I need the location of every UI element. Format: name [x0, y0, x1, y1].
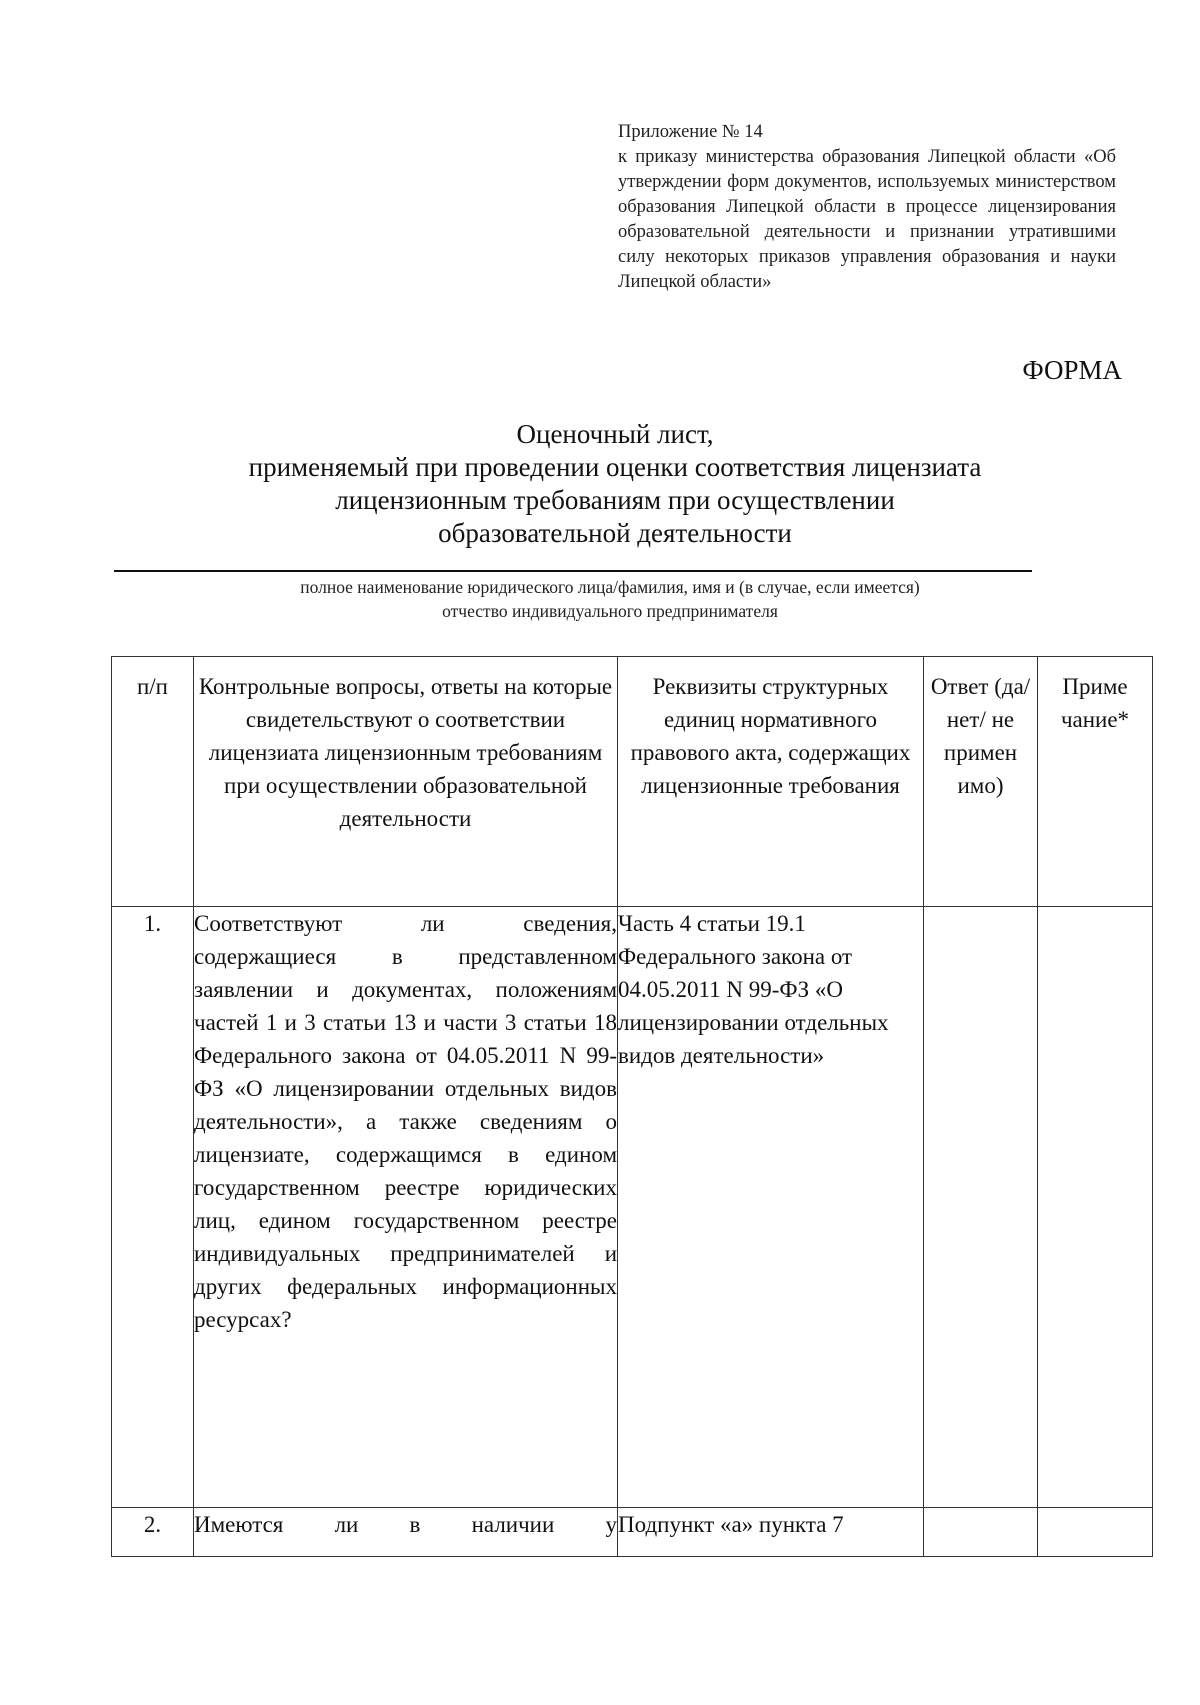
- row-note: [1038, 1508, 1153, 1557]
- question-word: в: [409, 1512, 421, 1537]
- row-answer: [924, 1508, 1038, 1557]
- form-label: ФОРМА: [1022, 355, 1122, 385]
- header-answer: Ответ (да/нет/ не примен имо): [924, 657, 1038, 907]
- row-note: [1038, 907, 1153, 1508]
- row-number: 2.: [112, 1508, 194, 1557]
- name-fill-line: [114, 570, 1032, 572]
- row-question: [194, 1508, 618, 1557]
- title-line-4: образовательной деятельности: [438, 518, 792, 548]
- question-word: наличии: [471, 1512, 555, 1537]
- question-word: у: [605, 1512, 617, 1537]
- header-questions: Контрольные вопросы, ответы на которые свидетельствуют о соответствии лицензиата лицензионным требованиям при осуществлении образовательной деятельности: [194, 657, 618, 907]
- appendix-reference: к приказу министерства образования Липецкой области «Об утверждении форм документов, используемых министерством образования Липецкой области в процессе лицензирования образовательной деятельности и признании утратившими силу некоторых приказов управления образования и науки Липецкой области»: [618, 147, 1116, 292]
- title-line-2: применяемый при проведении оценки соответствия лицензиата: [248, 452, 982, 482]
- header-note: Приме чание*: [1038, 657, 1153, 907]
- table-row: [112, 907, 1153, 1508]
- assessment-table: [111, 656, 1153, 1557]
- appendix-block: [618, 120, 1116, 295]
- row-number: 1.: [112, 907, 194, 1508]
- table-row: [112, 1508, 1153, 1557]
- row-question: Соответствуют ли сведения, содержащиеся в представленном заявлении и документах, положениям частей 1 и 3 статьи 13 и части 3 статьи 18 Федерального закона от 04.05.2011 N 99-ФЗ «О лицензировании отдельных видов деятельности», а также сведениям о лицензиате, содержащимся в едином государственном реестре юридических лиц, едином государственном реестре индивидуальных предпринимателей и других федеральных информационных ресурсах?: [194, 907, 618, 1508]
- row-reference: Часть 4 статьи 19.1 Федерального закона от 04.05.2011 N 99-ФЗ «О лицензировании отдельных видов деятельности»: [618, 907, 924, 1508]
- title-line-1: Оценочный лист,: [516, 419, 714, 449]
- question-word: Имеются: [194, 1512, 284, 1537]
- document-title: [150, 418, 1080, 550]
- caption-line-1: полное наименование юридического лица/фамилия, имя и (в случае, если имеется): [300, 577, 920, 597]
- name-caption: [160, 575, 1060, 623]
- table-header-row: [112, 657, 1153, 907]
- title-line-3: лицензионным требованиям при осуществлении: [335, 485, 895, 515]
- header-number: п/п: [112, 657, 194, 907]
- caption-line-2: отчество индивидуального предпринимателя: [442, 601, 778, 621]
- row-reference: Подпункт «а» пункта 7: [618, 1508, 924, 1557]
- header-references: Реквизиты структурных единиц нормативного правового акта, содержащих лицензионные требования: [618, 657, 924, 907]
- row-answer: [924, 907, 1038, 1508]
- appendix-number: Приложение № 14: [618, 122, 763, 142]
- question-word: ли: [334, 1512, 359, 1537]
